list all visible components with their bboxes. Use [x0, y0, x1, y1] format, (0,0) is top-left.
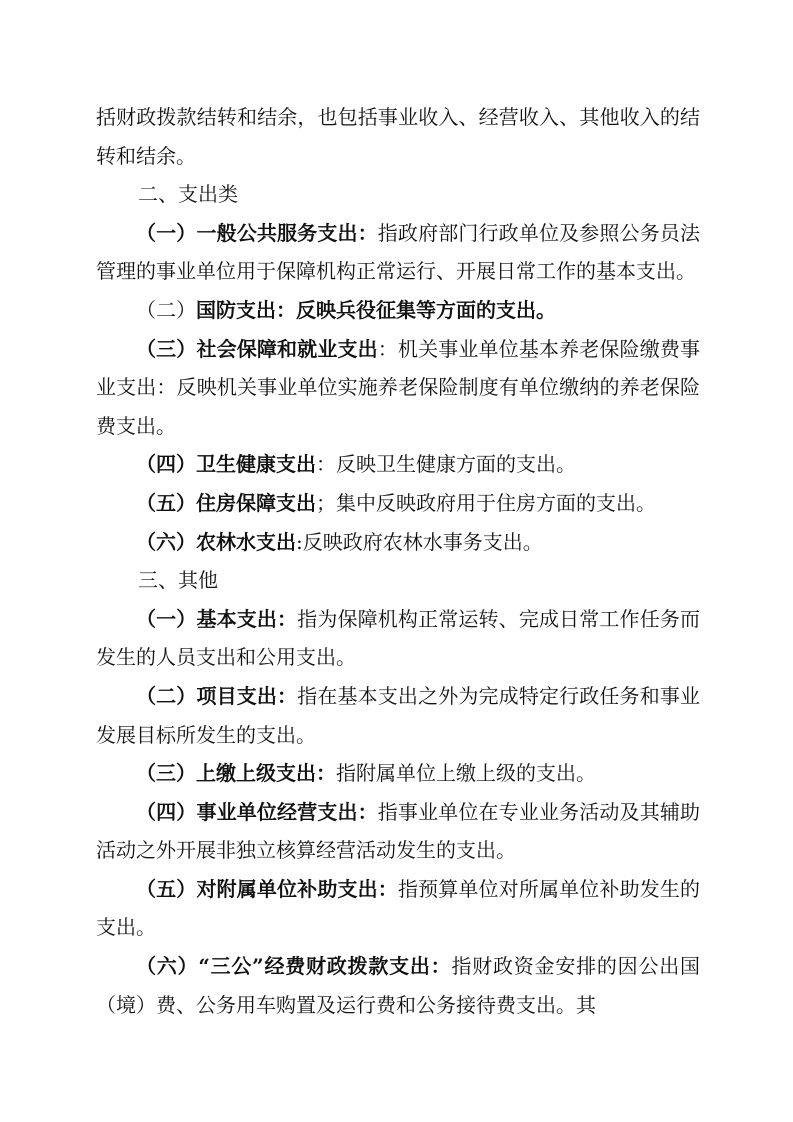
paragraph-general-public-service	[96, 214, 700, 291]
paragraph-lead: （六）农林水支出	[136, 529, 296, 554]
paragraph-lead: （四）卫生健康支出	[136, 452, 316, 477]
paragraph-remit-superior	[96, 754, 700, 793]
section-heading-text: 三、其他	[138, 568, 218, 593]
paragraph-text: ：反映卫生健康方面的支出。	[316, 452, 576, 477]
paragraph-text: 指为保障机构正常运转、完成日常工作任务而发生的人员支出和公用支出。	[96, 606, 701, 670]
paragraph-housing	[96, 484, 700, 523]
section-heading-expenditure	[96, 175, 700, 214]
paragraph-health	[96, 445, 700, 484]
paragraph-prefix: （二）	[136, 297, 196, 322]
section-heading-text: 二、支出类	[138, 182, 238, 207]
paragraph-lead: （六）“三公”经费财政拨款支出：	[136, 954, 452, 979]
paragraph-social-security	[96, 330, 700, 446]
paragraph-business-operation	[96, 793, 700, 870]
paragraph-text: ；集中反映政府用于住房方面的支出。	[316, 490, 656, 515]
paragraph-lead: 国防支出：反映兵役征集等方面的支出。	[196, 297, 556, 322]
paragraph-text: :反映政府农林水事务支出。	[296, 529, 543, 554]
paragraph-lead: （一）基本支出：	[136, 606, 298, 631]
paragraph-subsidy-affiliated	[96, 870, 700, 947]
paragraph-agriculture	[96, 523, 700, 562]
paragraph-lead: （五）对附属单位补助支出：	[136, 876, 398, 901]
paragraph-text: 指财政资金安排的因公出国（境）费、公务用车购置及运行费和公务接待费支出。其	[96, 954, 701, 1017]
paragraph-continuation	[96, 98, 700, 175]
paragraph-text: 指事业单位在专业业务活动及其辅助活动之外开展非独立核算经营活动发生的支出。	[96, 799, 701, 863]
paragraph-lead: （二）项目支出：	[136, 683, 298, 708]
paragraph-lead: （四）事业单位经营支出：	[136, 799, 378, 824]
paragraph-lead: （三）上缴上级支出：	[136, 761, 336, 786]
paragraph-three-public	[96, 947, 700, 1024]
paragraph-project-expenditure	[96, 677, 700, 754]
section-heading-other	[96, 561, 700, 600]
paragraph-text: 指预算单位对所属单位补助发生的支出。	[96, 876, 701, 940]
paragraph-lead: （一）一般公共服务支出：	[136, 220, 378, 245]
paragraph-text: 括财政拨款结转和结余，也包括事业收入、经营收入、其他收入的结转和结余。	[96, 105, 700, 168]
paragraph-lead: （三）社会保障和就业支出	[136, 336, 378, 361]
paragraph-text: ：机关事业单位基本养老保险缴费事业支出：反映机关事业单位实施养老保险制度有单位缴纳的养老保险费支出。	[96, 336, 701, 438]
paragraph-basic-expenditure	[96, 600, 700, 677]
paragraph-lead: （五）住房保障支出	[136, 490, 316, 515]
paragraph-text: 指在基本支出之外为完成特定行政任务和事业发展目标所发生的支出。	[96, 683, 701, 747]
document-body	[96, 98, 700, 1024]
paragraph-text: 指附属单位上缴上级的支出。	[336, 761, 596, 786]
paragraph-text: 指政府部门行政单位及参照公务员法管理的事业单位用于保障机构正常运行、开展日常工作的基本支出。	[96, 220, 701, 284]
paragraph-national-defense	[96, 291, 700, 330]
